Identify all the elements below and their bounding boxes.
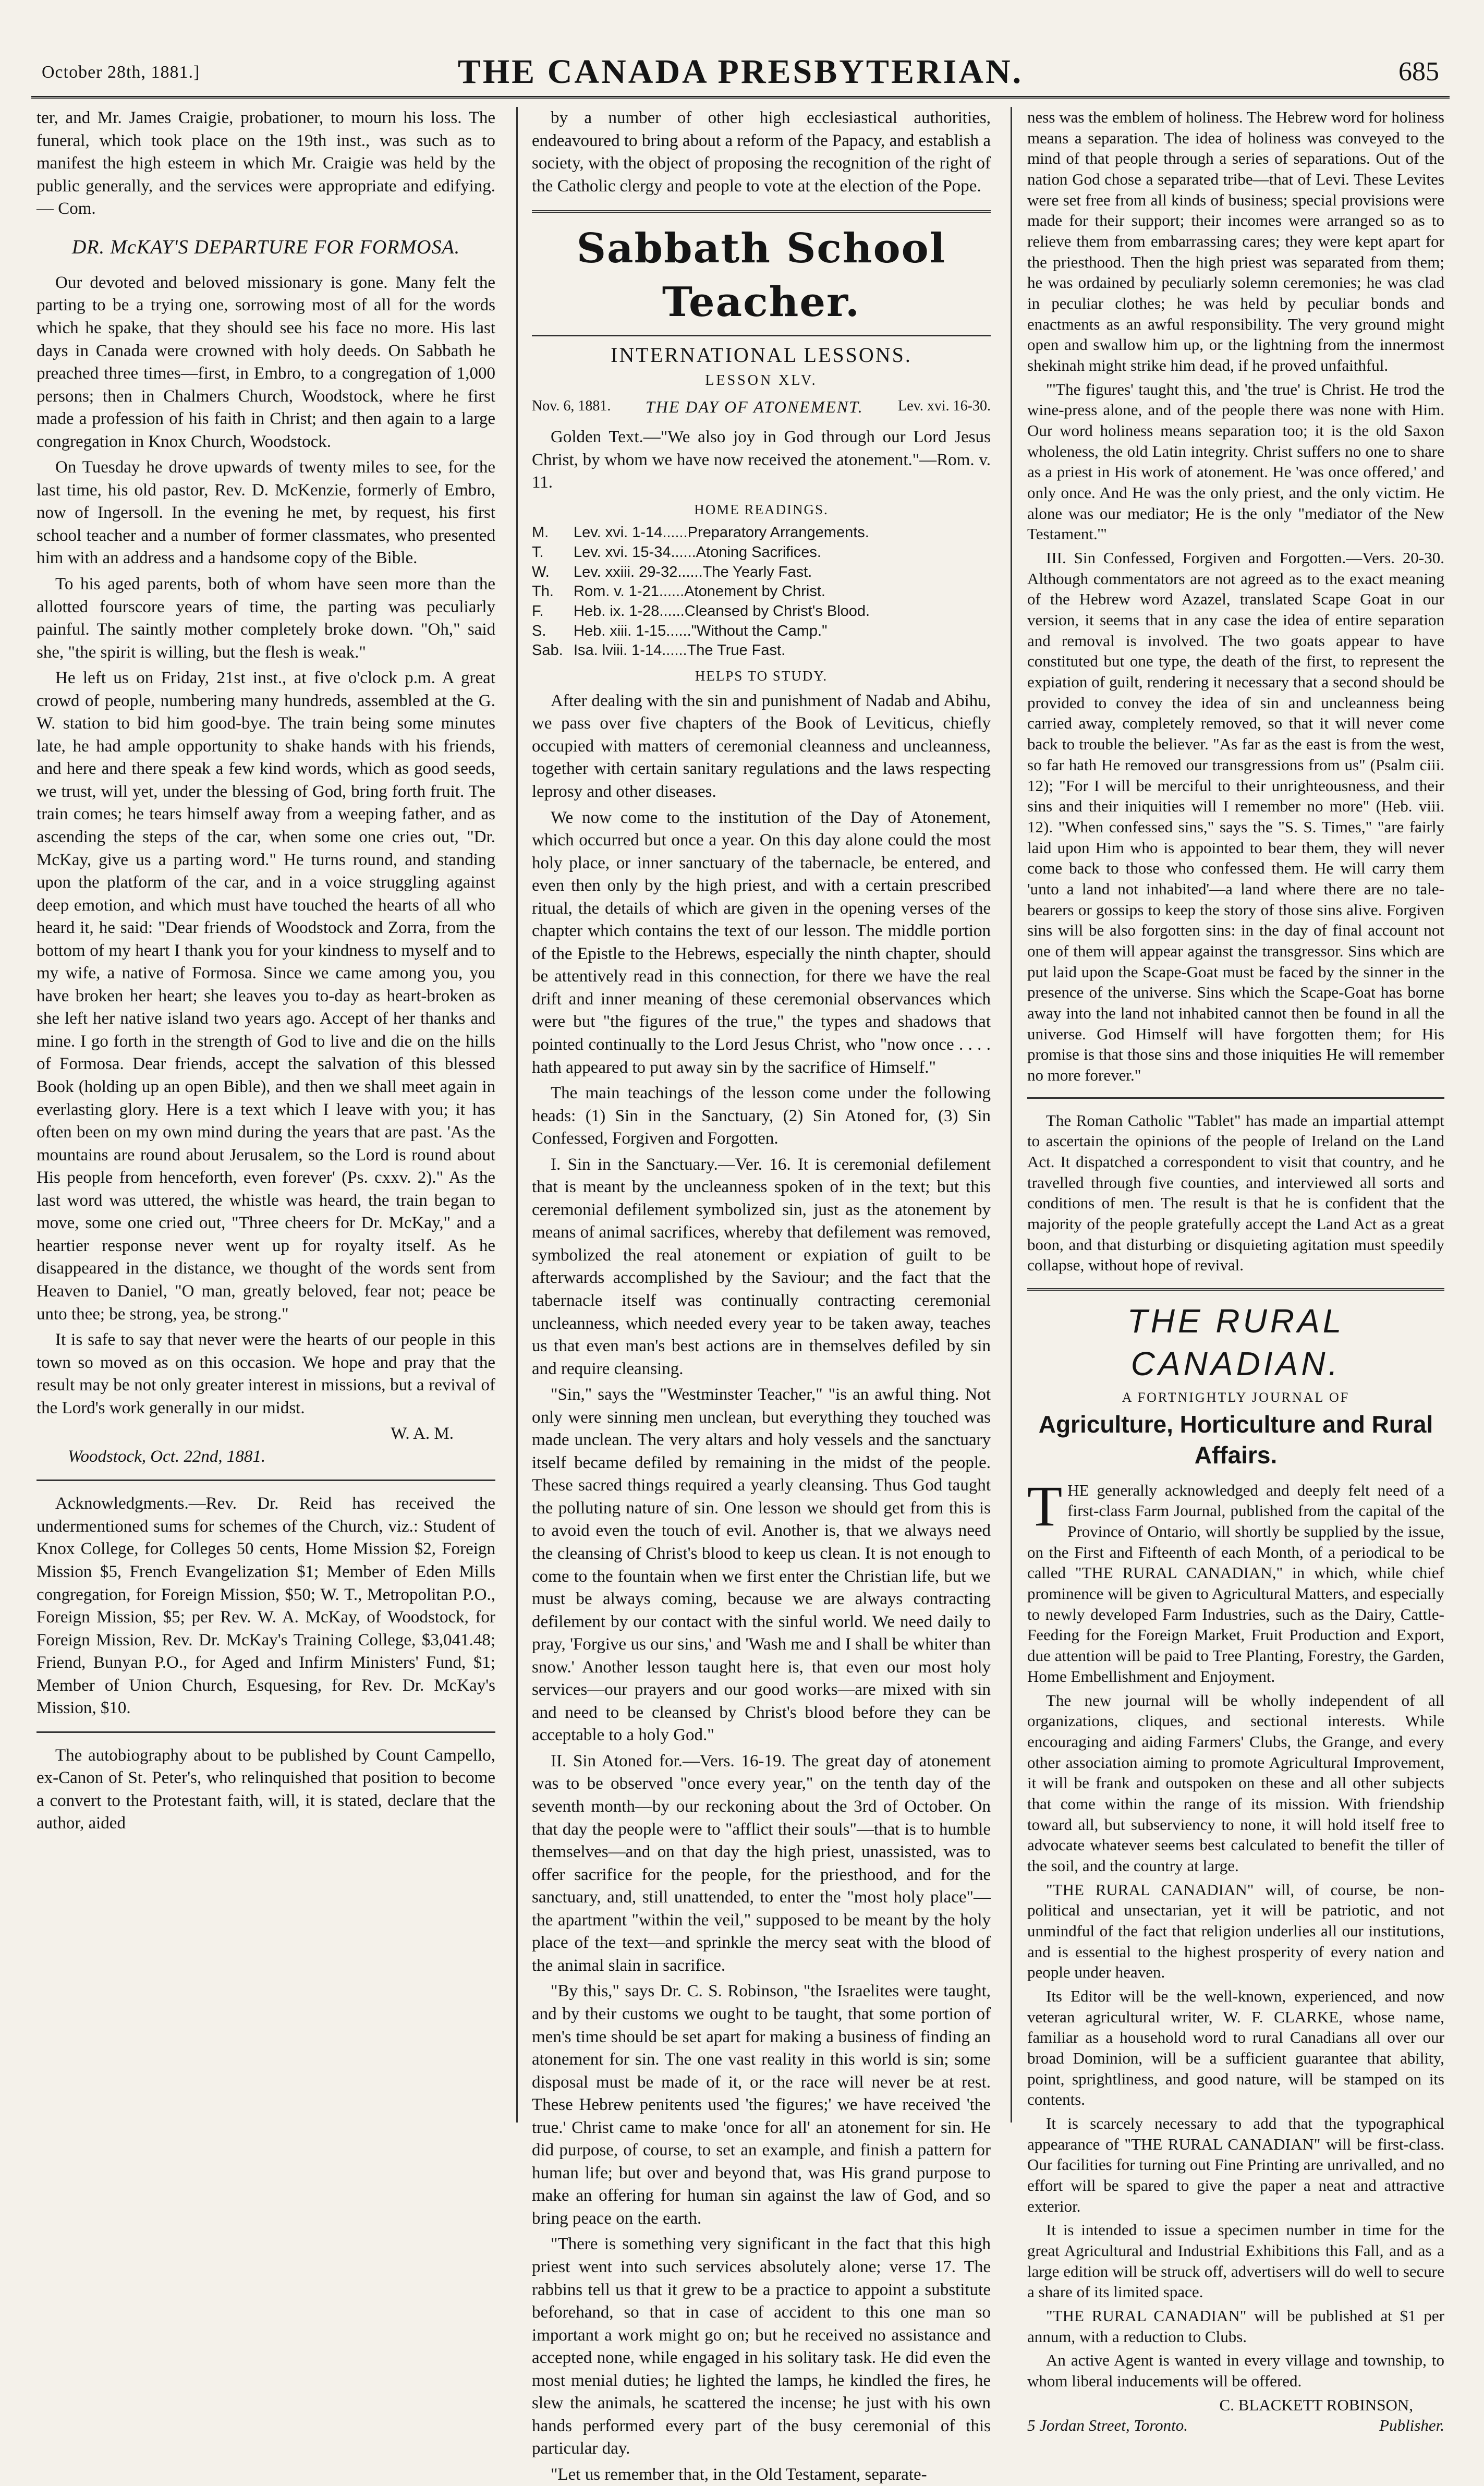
helps-heading: HELPS TO STUDY. [695, 668, 828, 684]
lesson-number: LESSON XLV. [705, 372, 818, 389]
reading-row: Sab. Isa. lviii. 1-14......The True Fast. [532, 642, 786, 659]
column-3 [1027, 107, 1444, 2435]
reading-row: S. Heb. xiii. 1-15......"Without the Camp." [532, 622, 828, 639]
divider [532, 335, 991, 336]
lesson-title: THE DAY OF ATONEMENT. [645, 397, 863, 416]
reading-row: Th. Rom. v. 1-21......Atonement by Christ. [532, 583, 825, 600]
advert-paragraph: The new journal will be wholly independent of all organizations, cliques, and sectional interests. While encouraging and aiding Farmers' Clubs, the Grange, and every other association aiming to promote Agricultural Improvement, it will be frank and outspoken on these and all other subjects that come within the range of its mission. With friendship toward all, but subserviency to none, it will hold itself free to advocate whatever seems best calculated to benefit the tiller of the soil, and the country at large. [1027, 1691, 1444, 1875]
lesson-paragraph: "Let us remember that, in the Old Testament, separate- [551, 2465, 927, 2484]
column-divider [516, 107, 518, 2123]
autobiography-note: The autobiography about to be published by Count Campello, ex-Canon of St. Peter's, who relinquished that position to become a convert to the Protestant faith, will, it is stated, declare that the author, aided [37, 1745, 495, 1833]
divider [532, 210, 991, 213]
lesson-reference: Lev. xvi. 16-30. [898, 398, 991, 415]
advert-title: THE RURAL CANADIAN. [1127, 1302, 1345, 1383]
reading-row: M. Lev. xvi. 1-14......Preparatory Arrangements. [532, 524, 869, 541]
page-number: 685 [1398, 57, 1439, 87]
dateline: Woodstock, Oct. 22nd, 1881. [68, 1447, 266, 1466]
lesson-paragraph: We now come to the institution of the Day of Atonement, which occurred but once a year. On this day alone could the most holy place, or inner sanctuary of the tabernacle, be entered, and even then only by the high priest, and with a certain prescribed ritual, the details of which are given in the opening verses of the chapter which contains the text of our lesson. The middle portion of the Epistle to the Hebrews, especially the ninth chapter, should be attentively read in this connection, for there we have the real drift and inner meaning of these ceremonial observances which were but "the figures of the true," the types and shadows that pointed continually to the Lord Jesus Christ, who "now once . . . . hath appeared to put away sin by the sacrifice of Himself." [532, 808, 991, 1077]
readings-list [532, 523, 991, 661]
lesson-paragraph: The main teachings of the lesson come under the following heads: (1) Sin in the Sanctuary, (2) Sin Atoned for, (3) Sin Confessed, Forgiven and Forgotten. [532, 1084, 991, 1148]
divider [1027, 1288, 1444, 1291]
drop-cap: T [1027, 1474, 1063, 1538]
advert-paragraph: "THE RURAL CANADIAN" will, of course, be non-political and unsectarian, yet it will be patriotic, and not unmindful of the fact that religion underlies all our institutions, and is essential to the highest prosperity of every nation and people under heaven. [1027, 1880, 1444, 1982]
article-paragraph: On Tuesday he drove upwards of twenty miles to see, for the last time, his old pastor, Rev. D. McKenzie, formerly of Embro, now of Ingersoll. In the evening he met, by request, his first school teacher and a number of former classmates, who presented him with an address and a handsome copy of the Bible. [37, 458, 495, 568]
tablet-note: The Roman Catholic "Tablet" has made an impartial attempt to ascertain the opinions of the people of Ireland on the Land Act. It dispatched a correspondent to visit that country, and he travelled through five counties, and interviewed all sorts and conditions of men. The result is that he is confident that the majority of the people gratefully accept the Land Act as a great boon, and that disturbing or disquieting agitation must speedily collapse, without hope of revival. [1027, 1111, 1444, 1275]
advert-paragraph: It is scarcely necessary to add that the typographical appearance of "THE RURAL CANADIAN" will be first-class. Our facilities for turning out Fine Printing are unrivalled, and no effort will be spared to give the paper a neat and attractive exterior. [1027, 2114, 1444, 2215]
reading-row: F. Heb. ix. 1-28......Cleansed by Christ's Blood. [532, 603, 870, 620]
advert-paragraph: Its Editor will be the well-known, experienced, and now veteran agricultural writer, W. F. CLARKE, whose name, familiar as a household word to rural Canadians all over our broad Dominion, will be a sufficient guarantee that ability, point, sprightliness, and good nature, will be stamped on its contents. [1027, 1986, 1444, 2109]
advert-tagline: Agriculture, Horticulture and Rural Affairs. [1038, 1411, 1433, 1469]
divider [37, 1480, 495, 1481]
advert-paragraph: An active Agent is wanted in every village and township, to whom liberal inducements will be offered. [1027, 2351, 1444, 2390]
article-heading: DR. McKAY'S DEPARTURE FOR FORMOSA. [71, 236, 460, 258]
lesson-row [532, 396, 991, 418]
article-paragraph: He left us on Friday, 21st inst., at five o'clock p.m. A great crowd of people, numbering many hundreds, assembled at the G. W. station to bid him good-bye. The train being some minutes late, he had ample opportunity to shake hands with his friends, and here and there speak a few kind words, which as good seeds, we trust, will yet, under the blessing of God, bring forth fruit. The train comes; he tears himself away from a weeping father, and as ascending the steps of the car, when some one cries out, "Dr. McKay, give us a parting word." He turns round, and standing upon the platform of the car, and in a voice struggling against deep emotion, and which must have touched the hearts of all who heard it, he said: "Dear friends of Woodstock and Zorra, from the bottom of my heart I thank you for your kindness to myself and to my wife, a native of Formosa. Since we came among you, you have broken her heart; she leaves you to-day as heart-broken as she left her native island two years ago. Accept of her thanks and mine. I go forth in the strength of God to live and die on the hills of Formosa. Dear friends, accept the salvation of this blessed Book (holding up an open Bible), and then we shall meet again in everlasting glory. Here is a text which I leave with you; it has often been on my own mind during the years that are past. 'As the mountains are round about Jerusalem, so the Lord is round about His people from henceforth, even forever' (Ps. cxxv. 2)." As the last word was uttered, the whistle was heard, the train began to move, some one cried out, "Three cheers for Dr. McKay," and a heartier response never went up for royalty itself. As he disappeared in the distance, we thought of the words sent from Heaven to Daniel, "O man, greatly beloved, fear not; peace be unto thee; be strong, yea, be strong." [37, 669, 495, 1324]
publisher-line [1027, 2415, 1444, 2436]
home-readings-heading: HOME READINGS. [694, 501, 829, 517]
lesson-paragraph: "'The figures' taught this, and 'the true' is Christ. He trod the wine-press alone, and of the people there was none with Him. Our word holiness means separation too; it is the old Saxon wholeness, the old Latin integrity. Christ suffers no one to share as a priest in His work of atonement. He 'was once offered,' and only once. And He was the only priest, and the only victim. He alone was our mediator; He is the only "mediator of the New Testament.'" [1027, 380, 1444, 543]
issue-date: October 28th, 1881.] [42, 63, 200, 82]
lesson-paragraph: II. Sin Atoned for.—Vers. 16-19. The great day of atonement was to be observed "once every year," on the tenth day of the seventh month—by our reckoning about the 3rd of October. On that day the people were to "afflict their souls"—that is to humble themselves—and on that day the high priest, unassisted, was to offer sacrifice for the people, for the priesthood, and for the sanctuary, and, still unattended, to enter the "most holy place"—the apartment "within the veil," supposed to be meant by the holy place of the text—and sprinkle the mercy seat with the blood of the animal slain in sacrifice. [532, 1751, 991, 1975]
divider [1027, 1097, 1444, 1099]
newspaper-page [31, 42, 1450, 2484]
reading-row: T. Lev. xvi. 15-34......Atoning Sacrifices. [532, 544, 821, 561]
lesson-paragraph: III. Sin Confessed, Forgiven and Forgotten.—Vers. 20-30. Although commentators are not agreed as to the exact meaning of the Hebrew word Azazel, translated Scape Goat in our version, it seems that in any case the idea of entire separation and removal is involved. The two goats appear to have constituted but one type, the death of the first, to represent the expiation of guilt, rendering it necessary that a second should be provided to convey the idea of sin and uncleanness being carried away, completely removed, so that it will never come back to trouble the believer. "As far as the east is from the west, so far hath He removed our transgressions from us" (Psalm ciii. 12); "For I will be merciful to their unrighteousness, and their sins and their iniquities will I remember no more" (Heb. viii. 12). "When confessed sins," says the "S. S. Times," "are fairly laid upon Him who is appointed to bear them, they will never come back to those who confessed them. He will carry them 'unto a land not inhabited'—a land where there are no tale-bearers or gossips to keep the story of those sins alive. Forgiven sins will be also forgotten sins: in the day of final account not one of them will appear against the transgressor. Sins which are put laid upon the Scape-Goat must be faced by the sinner in the presence of the universe. Sins which the Scape-Goat has borne away into the land not inhabited cannot then be found in all the universe. God Himself will have forgotten them; for His promise is that those sins and those iniquities He will remember no more forever." [1027, 549, 1444, 1084]
article-paragraph: To his aged parents, both of whom have seen more than the allotted fourscore years of time, the parting was peculiarly painful. The saintly mother completely broke down. "Oh," said she, "the spirit is willing, but the flesh is weak." [37, 575, 495, 662]
newspaper-title: THE CANADA PRESBYTERIAN. [457, 53, 1024, 91]
advert-paragraph: It is intended to issue a specimen number in time for the great Agricultural and Industrial Exhibitions this Fall, and as a large edition will be struck off, advertisers will do well to secure a share of its limited space. [1027, 2221, 1444, 2301]
lesson-paragraph: "By this," says Dr. C. S. Robinson, "the Israelites were taught, and by their customs we ought to be taught, that some portion of men's time should be set apart for making a business of finding an atonement for sin. The one vast reality in this world is sin; some disposal must be made of it, or the race will never be at rest. These Hebrew penitents used 'the figures;' we have received 'the true.' Christ came to make 'once for all' an atonement for sin. He did purpose, of course, to set an example, and finish a pattern for human life; but over and beyond that, was His grand purpose to make an offering for human sin against the law of God, and so bring peace on the earth. [532, 1982, 991, 2228]
lesson-paragraph: ness was the emblem of holiness. The Hebrew word for holiness means a separation. The idea of holiness was conveyed to the mind of that people through a series of separations. Out of the nation God chose a separated tribe—that of Levi. These Levites were set free from all kinds of business; special provisions were made for their support; their incomes were arranged so as to relieve them from embarrassing cares; they were kept apart for the priesthood. Then the high priest was separated from them; he was ordained by peculiarly solemn ceremonies; he was clad in peculiar clothes; he was held by peculiar bonds and enactments as an awful responsibility. The very ground might open and swallow him up, or the lightning from the innermost shekinah might strike him dead, if he proved unfaithful. [1027, 108, 1444, 375]
lesson-paragraph: After dealing with the sin and punishment of Nadab and Abihu, we pass over five chapters of the Book of Leviticus, chiefly occupied with matters of ceremonial cleanness and uncleanness, together with certain sanitary regulations and the laws respecting leprosy and other diseases. [532, 691, 991, 801]
column-divider [1011, 107, 1012, 2123]
section-title: Sabbath School Teacher. [576, 225, 946, 326]
acknowledgments: Acknowledgments.—Rev. Dr. Reid has received the undermentioned sums for schemes of the Church, viz.: Student of Knox College, for Colleges 50 cents, Home Mission $2, Foreign Mission $5, French Evangelization $1; Member of Eden Mills congregation, for Foreign Mission, $50; W. T., Metropolitan P.O., Foreign Mission, $5; per Rev. W. A. McKay, of Woodstock, for Foreign Mission, Rev. Dr. McKay's Training College, $3,041.48; Friend, Bunyan P.O., for Aged and Infirm Ministers' Fund, $1; Member of Union Church, Esquesing, for Rev. Dr. McKay's Mission, $10. [37, 1494, 495, 1718]
advert-subtitle: A FORTNIGHTLY JOURNAL OF [1122, 1389, 1350, 1405]
lesson-paragraph: "Sin," says the "Westminster Teacher," "is an awful thing. Not only were sinning men unclean, but everything they touched was made unclean. The very altars and holy vessels and the sanctuary itself became defiled by remaining in the midst of the people. These sacred things required a yearly cleansing. Thus God taught the polluting nature of sin. One lesson we should get from this is to avoid even the touch of evil. Another is, that we always need the cleansing of Christ's blood to keep us clean. It is not enough to come to the fountain when we first enter the Christian life, but we must be always coming, because we are always contracting defilement by our contact with the sinful world. We need daily to pray, 'Forgive us our sins,' and 'Wash me and I shall be whiter than snow.' Another lesson taught here is, that even our most holy services—our prayers and our good works—are mixed with sin and need to be cleansed by Christ's blood before they can be acceptable to a holy God." [532, 1385, 991, 1745]
advert-paragraph: THE generally acknowledged and deeply felt need of a first-class Farm Journal, published from the capital of the Province of Ontario, will shortly be supplied by the issue, on the First and Fifteenth of each Month, of a periodical to be called "THE RURAL CANADIAN," in which, while chief prominence will be given to Agricultural Matters, and especially to newly developed Farm Industries, such as the Dairy, Cattle-Feeding for the Foreign Market, Fruit Production and Export, due attention will be paid to Tree Planting, Forestry, the Garden, Home Embellishment and Enjoyment. [1027, 1474, 1444, 1685]
divider [37, 1731, 495, 1733]
masthead [31, 42, 1450, 89]
lessons-heading: INTERNATIONAL LESSONS. [611, 343, 912, 367]
obituary-ending: ter, and Mr. James Craigie, probationer, to mourn his loss. The funeral, which took place on the 19th inst., was such as to manifest the high esteem in which Mr. Craigie was held by the public generally, and the services were appropriate and edifying.— Com. [37, 108, 495, 219]
continued-paragraph: by a number of other high ecclesiastical authorities, endeavoured to bring about a reform of the Papacy, and establish a society, with the object of proposing the recognition of the right of the Catholic clergy and people to vote at the election of the Pope. [532, 108, 991, 196]
lesson-date: Nov. 6, 1881. [532, 398, 611, 415]
masthead-rule [31, 96, 1450, 99]
publisher-role: Publisher. [1379, 2416, 1444, 2435]
article-paragraph: Our devoted and beloved missionary is gone. Many felt the parting to be a trying one, sorrowing most of all for the words which he spake, that they should see his face no more. His last days in Canada were crowned with holy deeds. On Sabbath he preached three times—first, in Embro, to a congregation of 1,000 persons; then in Chalmers Church, Woodstock, where he first made a profession of his faith in Christ; and then again to a large congregation in Knox Church, Woodstock. [37, 273, 495, 451]
reading-row: W. Lev. xxiii. 29-32......The Yearly Fast. [532, 563, 812, 580]
golden-text: Golden Text.—"We also joy in God through our Lord Jesus Christ, by whom we have now received the atonement."—Rom. v. 11. [532, 428, 991, 492]
column-1 [37, 107, 495, 2133]
column-2 [532, 107, 991, 2484]
signature: W. A. M. [391, 1424, 454, 1444]
lesson-paragraph: I. Sin in the Sanctuary.—Ver. 16. It is ceremonial defilement that is meant by the uncleanness spoken of in the text; but this ceremonial defilement symbolized sin, just as the atonement by means of animal sacrifices, whereby that defilement was removed, symbolized the real atonement or expiation of guilt to be afterwards accomplished by the Saviour; and the fact that the tabernacle itself was continually contracting ceremonial uncleanness, which needed every year to be taken away, teaches us that even man's best actions are in themselves defiled by sin and require cleansing. [532, 1155, 991, 1378]
lesson-paragraph: "There is something very significant in the fact that this high priest went into such services absolutely alone; verse 17. The rabbins tell us that it grew to be a practice to appoint a substitute beforehand, so that in case of accident to this one man so important a work might go on; but he received no assistance and accepted none, while engaged in his solitary task. He did even the most menial duties; he lighted the lamps, he kindled the fires, he slew the animals, he scattered the incense; he just with his own hands performed every part of the busy ceremonial of this particular day. [532, 2235, 991, 2458]
publisher-name: C. BLACKETT ROBINSON, [1219, 2395, 1413, 2414]
advert-paragraph: "THE RURAL CANADIAN" will be published at $1 per annum, with a reduction to Clubs. [1027, 2306, 1444, 2346]
publisher-address: 5 Jordan Street, Toronto. [1027, 2416, 1188, 2435]
article-paragraph: It is safe to say that never were the hearts of our people in this town so moved as on this occasion. We hope and pray that the result may be not only greater interest in missions, but a revival of the Lord's work generally in our midst. [37, 1330, 495, 1417]
